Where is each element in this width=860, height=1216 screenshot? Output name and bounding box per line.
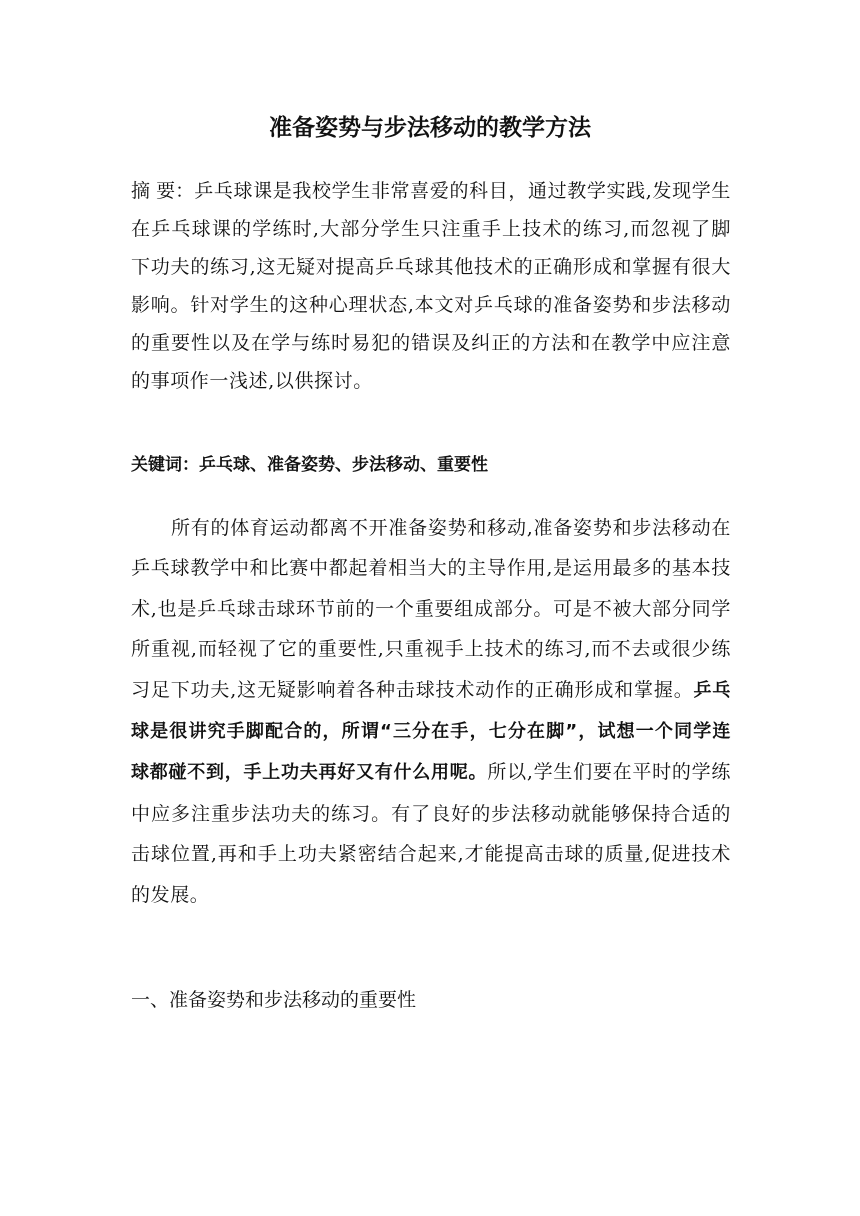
intro-emphasis: 乒乓球是很讲究手脚配合的，所谓“三分在手，七分在脚”，试想一个同学连球都碰不到，手上功夫再好又有什么用呢。 xyxy=(131,679,731,784)
abstract-paragraph xyxy=(131,172,731,400)
intro-text-part1: 所有的体育运动都离不开准备姿势和移动,准备姿势和步法移动在乒乓球教学中和比赛中都起着相当大的主导作用,是运用最多的基本技术,也是乒乓球击球环节前的一个重要组成部分。可是不被大部分同学所重视,而轻视了它的重要性,只重视手上技术的练习,而不去或很少练习足下功夫,这无疑影响着各种击球技术动作的正确形成和掌握。 xyxy=(131,517,731,701)
intro-text-part2: 所以,学生们要在平时的学练中应多注重步法功夫的练习。有了良好的步法移动就能够保持合适的击球位置,再和手上功夫紧密结合起来,才能提高击球的质量,促进技术的发展。 xyxy=(131,761,731,906)
abstract-text: 乒乓球课是我校学生非常喜爱的科目，通过教学实践,发现学生在乒乓球课的学练时,大部分学生只注重手上技术的练习,而忽视了脚下功夫的练习,这无疑对提高乒乓球其他技术的正确形成和掌握有很大影响。针对学生的这种心理状态,本文对乒乓球的准备姿势和步法移动的重要性以及在学与练时易犯的错误及纠正的方法和在教学中应注意的事项作一浅述,以供探讨。 xyxy=(131,180,731,392)
abstract-label: 摘 要： xyxy=(131,180,195,202)
keywords-line: 关键词：乒乓球、准备姿势、步法移动、重要性 xyxy=(131,455,488,475)
section-heading: 一、准备姿势和步法移动的重要性 xyxy=(131,989,417,1011)
intro-paragraph xyxy=(131,508,731,915)
document-title: 准备姿势与步法移动的教学方法 xyxy=(269,115,591,141)
